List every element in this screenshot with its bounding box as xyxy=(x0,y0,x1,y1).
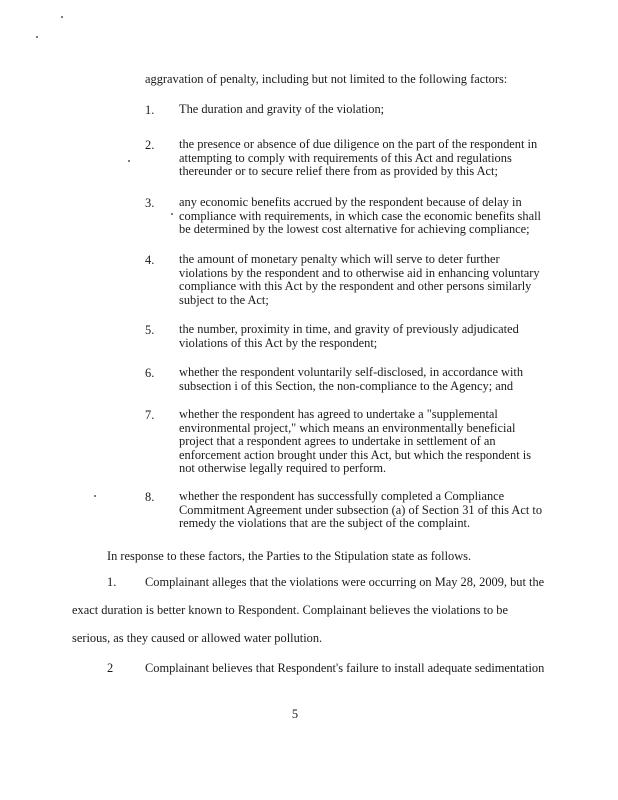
factor-number: 8. xyxy=(145,490,155,504)
factor-item-8 xyxy=(145,490,545,531)
factor-text: whether the respondent has agreed to undertake a "supplemental environmental project," which means an environmentally beneficial project that a respondent agrees to undertake in settlement of an enforcement action brought under this Act, but which the respondent is not otherwise legally required to perform. xyxy=(179,407,532,476)
factor-item-3 xyxy=(145,196,545,237)
paragraph-2-line: Complainant believes that Respondent's failure to install adequate sedimentation xyxy=(145,661,545,675)
scan-speck xyxy=(94,495,96,497)
factor-item-7 xyxy=(145,408,545,476)
factor-text: The duration and gravity of the violation; xyxy=(179,102,385,116)
factor-number: 7. xyxy=(145,408,155,422)
factor-number: 6. xyxy=(145,366,155,380)
factor-text: any economic benefits accrued by the respondent because of delay in compliance with requirements, in which case the economic benefits shall be determined by the lowest cost alternative for achieving compliance; xyxy=(179,195,541,237)
factor-number: 2. xyxy=(145,138,155,152)
factor-number: 3. xyxy=(145,196,155,210)
factor-text: the presence or absence of due diligence on the part of the respondent in attempting to comply with requirements of this Act and regulations thereunder or to secure relief there from as provided by this Act; xyxy=(179,137,538,179)
paragraph-1-line: serious, as they caused or allowed water pollution. xyxy=(72,631,323,645)
factor-item-2 xyxy=(145,138,545,179)
paragraph-1-line: Complainant alleges that the violations were occurring on May 28, 2009, but the xyxy=(145,575,545,589)
paragraph-number: 1. xyxy=(107,575,117,589)
scan-speck xyxy=(128,160,130,162)
intro-text: aggravation of penalty, including but not limited to the following factors: xyxy=(145,72,508,86)
factor-item-5 xyxy=(145,323,545,350)
factor-item-4 xyxy=(145,253,545,307)
scan-speck xyxy=(61,16,63,18)
factor-number: 4. xyxy=(145,253,155,267)
scan-speck xyxy=(36,36,38,38)
factor-number: 1. xyxy=(145,103,155,117)
factor-text: whether the respondent has successfully completed a Compliance Commitment Agreement under subsection (a) of Section 31 of this Act to remedy the violations that are the subject of the complaint. xyxy=(179,489,543,531)
paragraph-1-line: exact duration is better known to Respondent. Complainant believes the violations to be xyxy=(72,603,508,617)
factor-text: whether the respondent voluntarily self-disclosed, in accordance with subsection i of this Section, the non-compliance to the Agency; and xyxy=(179,365,524,393)
factor-item-6 xyxy=(145,366,545,393)
factor-number: 5. xyxy=(145,323,155,337)
factor-item-1 xyxy=(145,103,545,118)
page-number: 5 xyxy=(291,707,299,721)
paragraph-number: 2 xyxy=(107,661,114,675)
response-intro: In response to these factors, the Parties to the Stipulation state as follows. xyxy=(107,549,472,563)
factor-text: the number, proximity in time, and gravity of previously adjudicated violations of this Act by the respondent; xyxy=(179,322,519,350)
factor-text: the amount of monetary penalty which will serve to deter further violations by the respondent and to otherwise aid in enhancing voluntary compliance with this Act by the respondent and other persons similarly subject to the Act; xyxy=(179,252,540,307)
